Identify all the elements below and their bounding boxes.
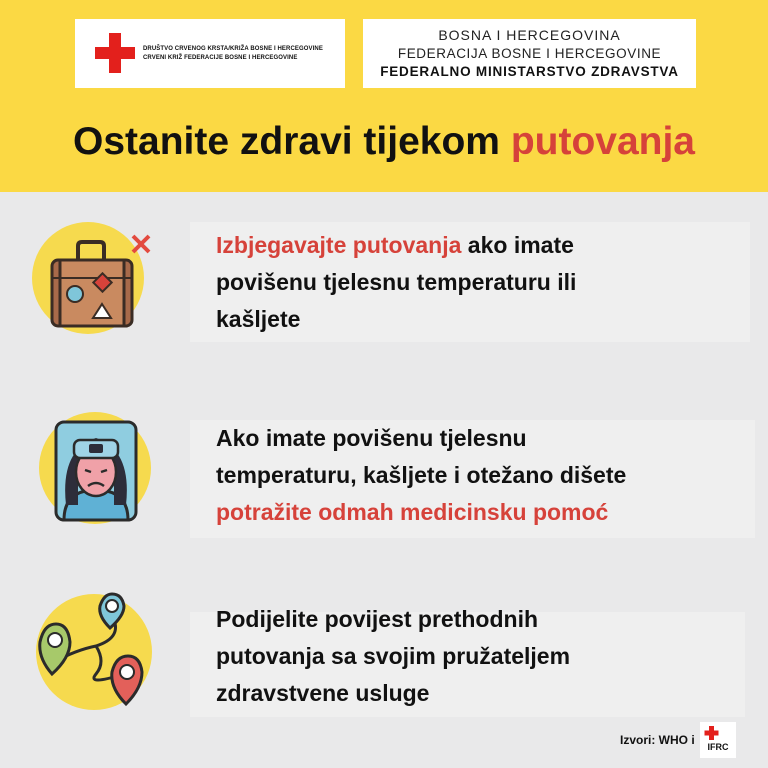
item-1-line1-rest: ako imate xyxy=(461,232,574,258)
ministry-name: FEDERALNO MINISTARSTVO ZDRAVSTVA xyxy=(380,64,679,79)
route-pins-icon xyxy=(26,590,156,720)
title-accent: putovanja xyxy=(510,120,695,163)
source-credit: Izvori: WHO i xyxy=(620,733,695,747)
ifrc-label: IFRC xyxy=(707,742,729,752)
ifrc-logo xyxy=(700,722,736,758)
red-cross-society-name: DRUŠTVO CRVENOG KRSTA/KRIŽA BOSNE I HERCEGOVINE xyxy=(143,46,323,52)
sick-person-icon xyxy=(30,410,160,540)
header-banner xyxy=(0,0,768,192)
suitcase-cross-icon xyxy=(30,220,160,340)
item-3-text xyxy=(216,601,570,712)
item-2-line1: Ako imate povišenu tjelesnu xyxy=(216,425,527,451)
item-3-line2: putovanja sa svojim pružateljem xyxy=(216,643,571,669)
ministry-country: BOSNA I HERCEGOVINA xyxy=(438,27,621,43)
item-2-line2: temperaturu, kašljete i otežano dišete xyxy=(216,462,627,488)
item-1-line3: kašljete xyxy=(216,306,301,332)
item-3-line1: Podijelite povijest prethodnih xyxy=(216,606,539,632)
item-3-line3: zdravstvene usluge xyxy=(216,680,430,706)
item-1-text xyxy=(216,227,576,338)
title-main: Ostanite zdravi tijekom xyxy=(73,120,511,163)
item-2-text xyxy=(216,420,626,531)
item-1-highlight: Izbjegavajte putovanja xyxy=(216,232,462,258)
item-1-line2: povišenu tjelesnu temperaturu ili xyxy=(216,269,577,295)
red-cross-federation-name: CRVENI KRIŽ FEDERACIJE BOSNE I HERCEGOVINE xyxy=(143,55,298,61)
red-cross-logo xyxy=(75,19,345,88)
item-2-highlight: potražite odmah medicinsku pomoć xyxy=(216,499,609,525)
ministry-federation: FEDERACIJA BOSNE I HERCEGOVINE xyxy=(397,46,662,61)
page-title xyxy=(0,120,768,164)
red-cross-icon xyxy=(95,33,135,73)
ifrc-emblem-icon xyxy=(704,724,732,742)
item-1-line1 xyxy=(216,227,576,264)
ministry-logo xyxy=(363,19,696,88)
